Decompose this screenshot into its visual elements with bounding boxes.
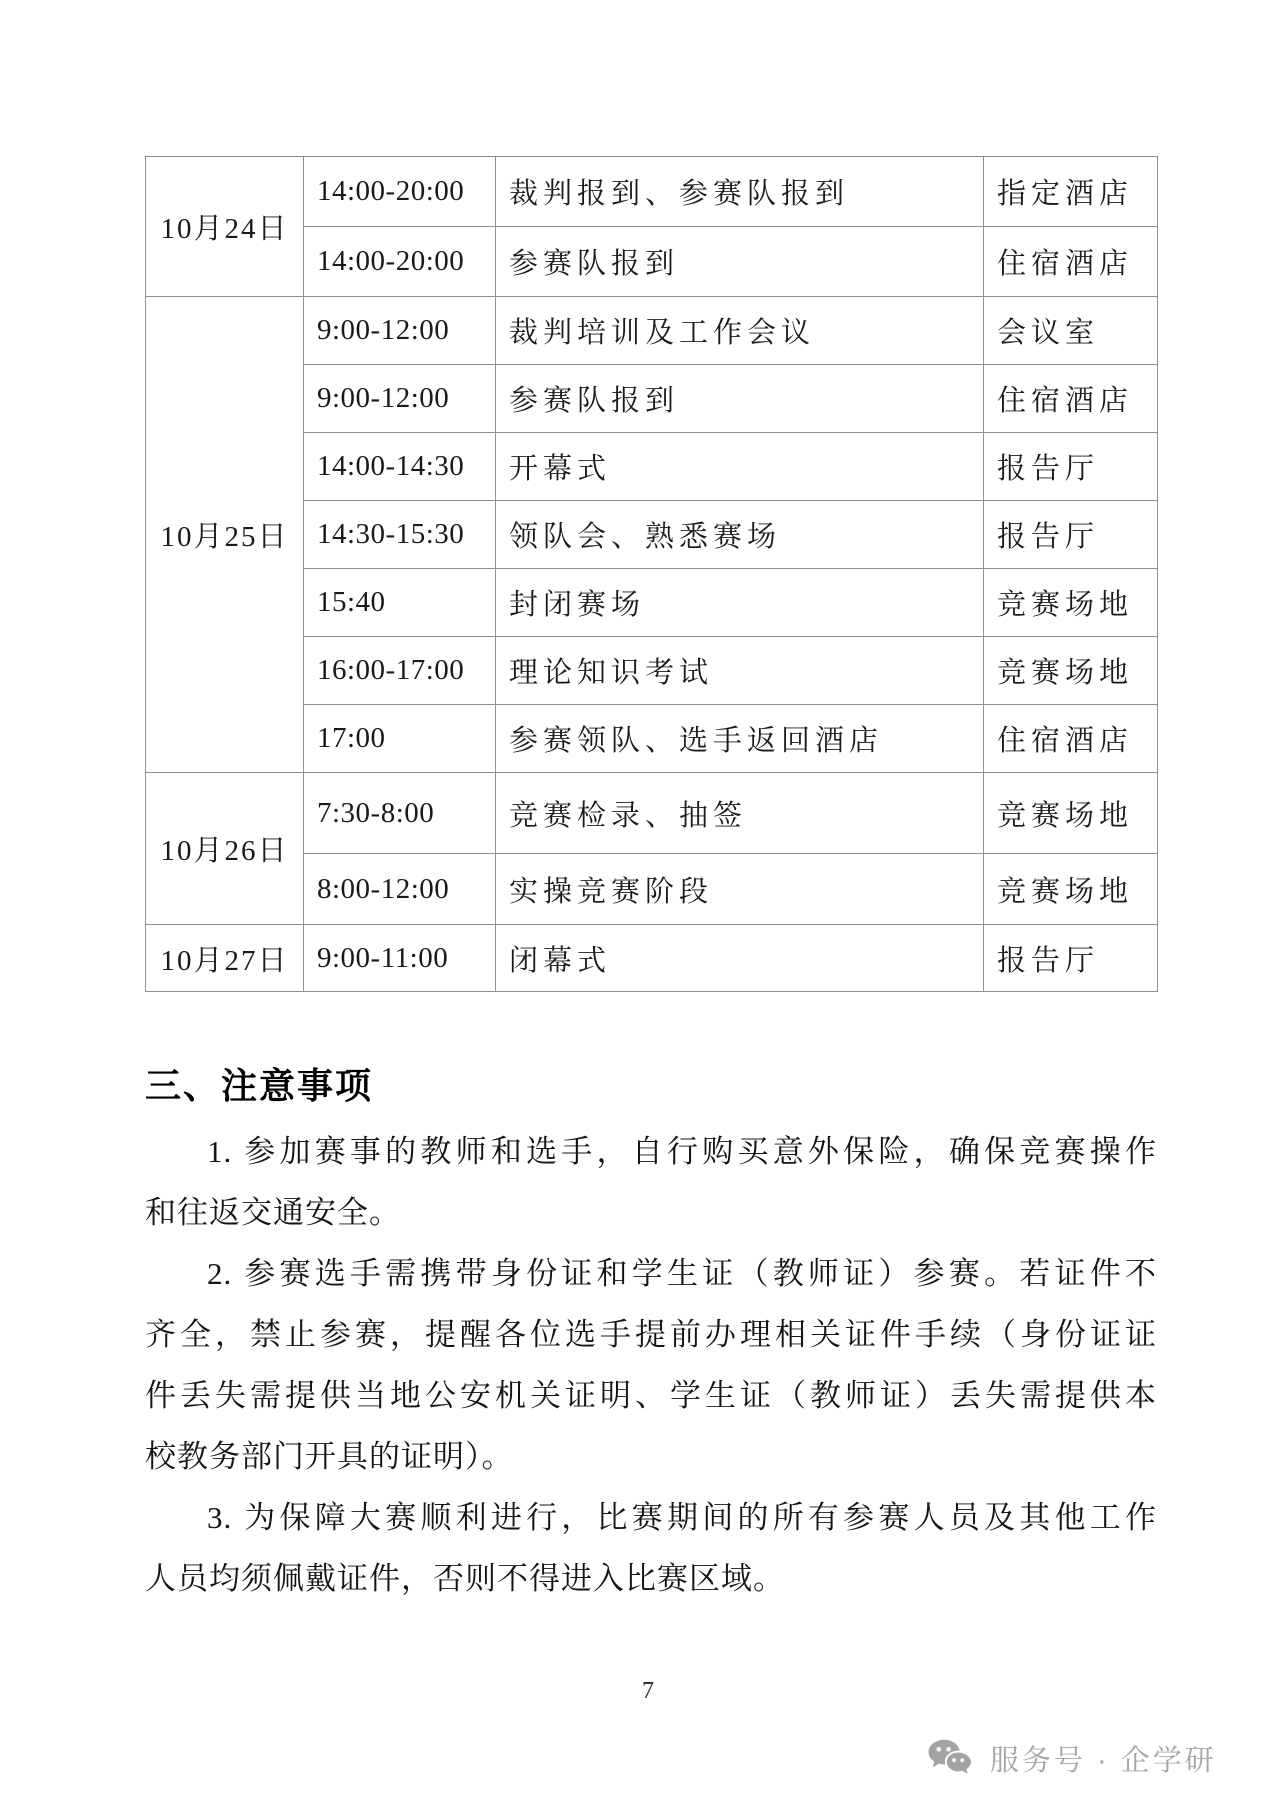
note-line: 人员均须佩戴证件，否则不得进入比赛区域。 — [145, 1561, 785, 1596]
event-cell: 封闭赛场 — [496, 569, 984, 637]
time-cell: 9:00-12:00 — [304, 297, 496, 365]
time-cell: 14:00-14:30 — [304, 433, 496, 501]
schedule-row — [146, 297, 1158, 365]
location-cell: 竞赛场地 — [984, 637, 1158, 705]
schedule-table — [145, 156, 1158, 992]
notes-heading: 三、注意事项 — [145, 1065, 374, 1106]
location-cell: 报告厅 — [984, 433, 1158, 501]
location-cell: 竞赛场地 — [984, 773, 1158, 854]
time-cell: 17:00 — [304, 705, 496, 773]
event-cell: 闭幕式 — [496, 925, 984, 992]
location-cell: 住宿酒店 — [984, 705, 1158, 773]
time-cell: 14:00-20:00 — [304, 157, 496, 227]
time-cell: 8:00-12:00 — [304, 854, 496, 925]
note-line: 齐全，禁止参赛，提醒各位选手提前办理相关证件手续（身份证证 — [145, 1317, 1157, 1352]
location-cell: 竞赛场地 — [984, 569, 1158, 637]
date-cell: 10月24日 — [146, 157, 304, 297]
note-line: 2. 参赛选手需携带身份证和学生证（教师证）参赛。若证件不 — [207, 1256, 1157, 1291]
note-line: 件丢失需提供当地公安机关证明、学生证（教师证）丢失需提供本 — [145, 1378, 1157, 1413]
date-cell: 10月26日 — [146, 773, 304, 925]
schedule-row — [146, 157, 1158, 227]
time-cell: 14:00-20:00 — [304, 227, 496, 297]
event-cell: 竞赛检录、抽签 — [496, 773, 984, 854]
page-number: 7 — [642, 1678, 654, 1704]
event-cell: 理论知识考试 — [496, 637, 984, 705]
time-cell: 7:30-8:00 — [304, 773, 496, 854]
date-cell: 10月27日 — [146, 925, 304, 992]
event-cell: 参赛队报到 — [496, 227, 984, 297]
schedule-row — [146, 773, 1158, 854]
time-cell: 9:00-11:00 — [304, 925, 496, 992]
watermark-text: 服务号 · 企学研 — [990, 1745, 1217, 1777]
location-cell: 住宿酒店 — [984, 365, 1158, 433]
wechat-icon — [928, 1739, 978, 1779]
event-cell: 裁判培训及工作会议 — [496, 297, 984, 365]
time-cell: 16:00-17:00 — [304, 637, 496, 705]
notes-paragraphs — [145, 1121, 1157, 1609]
location-cell: 报告厅 — [984, 501, 1158, 569]
location-cell: 指定酒店 — [984, 157, 1158, 227]
event-cell: 领队会、熟悉赛场 — [496, 501, 984, 569]
time-cell: 9:00-12:00 — [304, 365, 496, 433]
location-cell: 会议室 — [984, 297, 1158, 365]
event-cell: 参赛领队、选手返回酒店 — [496, 705, 984, 773]
note-line: 3. 为保障大赛顺利进行，比赛期间的所有参赛人员及其他工作 — [207, 1500, 1157, 1535]
location-cell: 报告厅 — [984, 925, 1158, 992]
date-cell: 10月25日 — [146, 297, 304, 773]
location-cell: 住宿酒店 — [984, 227, 1158, 297]
note-line: 校教务部门开具的证明）。 — [145, 1439, 514, 1474]
time-cell: 15:40 — [304, 569, 496, 637]
watermark — [928, 1738, 1217, 1779]
event-cell: 开幕式 — [496, 433, 984, 501]
note-line: 1. 参加赛事的教师和选手，自行购买意外保险，确保竞赛操作 — [207, 1134, 1157, 1169]
event-cell: 裁判报到、参赛队报到 — [496, 157, 984, 227]
schedule-row — [146, 925, 1158, 992]
location-cell: 竞赛场地 — [984, 854, 1158, 925]
note-line: 和往返交通安全。 — [145, 1195, 401, 1230]
event-cell: 实操竞赛阶段 — [496, 854, 984, 925]
event-cell: 参赛队报到 — [496, 365, 984, 433]
time-cell: 14:30-15:30 — [304, 501, 496, 569]
